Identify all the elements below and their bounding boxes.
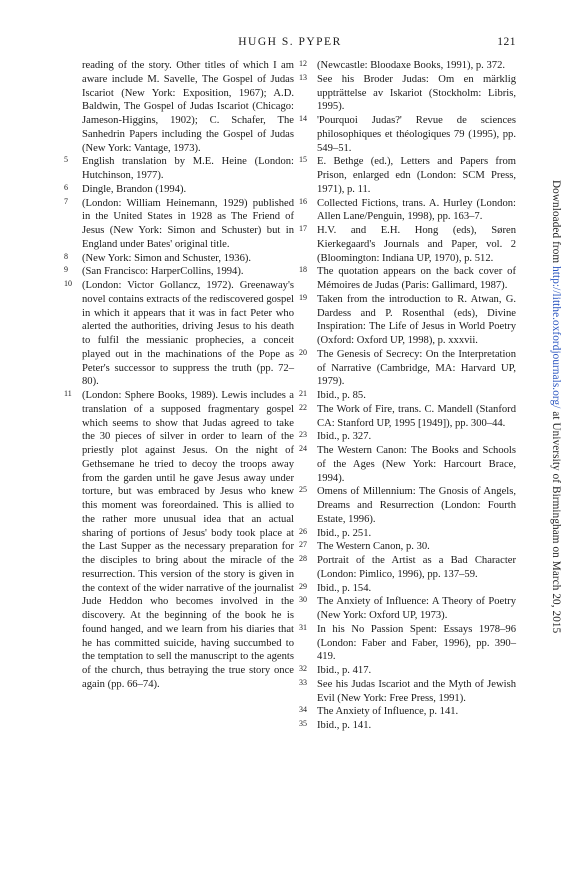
footnote bbox=[299, 224, 516, 265]
footnote-text: See his Broder Judas: Om en märklig uppträttelse av Iskariot (Stockholm: Libris, 1995). bbox=[317, 73, 516, 113]
footnote bbox=[299, 595, 516, 623]
footnote-number: 18 bbox=[299, 265, 307, 275]
footnote-number: 29 bbox=[299, 581, 307, 591]
footnote bbox=[299, 527, 516, 541]
footnote-number: 25 bbox=[299, 485, 307, 495]
footnote-text: Ibid., p. 251. bbox=[317, 527, 372, 539]
footnote bbox=[64, 265, 294, 279]
footnote-text: H.V. and E.H. Hong (eds), Søren Kierkegaard's Journals and Paper, vol. 2 (Bloomington: Indiana UP, 1970), p. 512. bbox=[317, 225, 516, 264]
running-head-author: HUGH S. PYPER bbox=[238, 36, 342, 48]
footnote-text: (New York: Simon and Schuster, 1936). bbox=[82, 252, 252, 264]
footnote-number: 6 bbox=[64, 182, 68, 192]
footnote-number: 30 bbox=[299, 595, 307, 605]
footnote bbox=[299, 59, 516, 73]
footnote-text: (London: Victor Gollancz, 1972). Greenaway's novel contains extracts of the rediscovered gospel in which it appears that it was in fact Peter who alerted the authorities, driving Jesus to his death to fulfil the messianic prophecies, a conceit played out in the machinations of the Pope as Peter's successor to suppress the truth (pp. 72–80). bbox=[82, 280, 294, 388]
footnote bbox=[299, 403, 516, 431]
footnote bbox=[299, 678, 516, 706]
footnote-number: 19 bbox=[299, 292, 307, 302]
footnote-text: Ibid., p. 154. bbox=[317, 582, 372, 594]
footnote-text: Ibid., p. 417. bbox=[317, 665, 372, 676]
footnote-text: The Work of Fire, trans. C. Mandell (Stanford CA: Stanford UP, 1995 [1949]), pp. 300–44. bbox=[317, 403, 516, 429]
footnote bbox=[299, 705, 516, 719]
footnote bbox=[299, 582, 516, 596]
footnote-number: 34 bbox=[299, 705, 307, 715]
footnote-text: (San Francisco: HarperCollins, 1994). bbox=[82, 266, 244, 278]
footnote-text: 'Pourquoi Judas?' Revue de sciences philosophiques et théologiques 79 (1995), pp. 549–51. bbox=[317, 115, 516, 154]
footnote-text: reading of the story. Other titles of which I am aware include M. Savelle, The Gospel of Judas Iscariot (New York: Exposition, 1967); A.D. Baldwin, The Gospel of Judas Iscariot (Chicago: Jameson-Higgins, 1902); C. Schafer, The Sanhedrin Papers including the Gospel of Judas (New York: Vantage, 1973). bbox=[82, 60, 294, 154]
footnote bbox=[299, 430, 516, 444]
footnote bbox=[64, 183, 294, 197]
footnote bbox=[299, 348, 516, 389]
footnote bbox=[64, 389, 294, 692]
footnote-text: Taken from the introduction to R. Atwan, G. Dardess and P. Rosenthal (eds), Divine Inspiration: The Life of Jesus in World Poetry (Oxford: Oxford UP, 1998), p. xxxvii. bbox=[317, 293, 516, 346]
footnote-number: 22 bbox=[299, 402, 307, 412]
footnote-text: The Anxiety of Influence: A Theory of Poetry (New York: Oxford UP, 1973). bbox=[317, 596, 516, 621]
footnote-number: 11 bbox=[64, 389, 72, 398]
running-header bbox=[64, 36, 516, 52]
footnote-number: 10 bbox=[64, 279, 72, 288]
footnote-number: 20 bbox=[299, 347, 307, 357]
footnote bbox=[64, 59, 294, 155]
footnote bbox=[299, 623, 516, 664]
footnote-number: 27 bbox=[299, 540, 307, 550]
footnote-number: 23 bbox=[299, 430, 307, 440]
download-notice bbox=[550, 180, 562, 633]
footnote-number: 5 bbox=[64, 155, 68, 165]
footnote bbox=[299, 197, 516, 225]
footnote-text: Dingle, Brandon (1994). bbox=[82, 183, 187, 195]
footnote-text: Collected Fictions, trans. A. Hurley (London: Allen Lane/Penguin, 1998), pp. 163–7. bbox=[317, 197, 516, 223]
footnote-number: 17 bbox=[299, 224, 307, 233]
footnote-text: (Newcastle: Bloodaxe Books, 1991), p. 372. bbox=[317, 60, 506, 71]
footnote-number: 15 bbox=[299, 155, 307, 165]
footnote-number: 16 bbox=[299, 196, 307, 206]
download-watermark bbox=[547, 180, 567, 830]
footnote-text: Ibid., p. 327. bbox=[317, 431, 372, 443]
footnote bbox=[299, 554, 516, 582]
footnote-number: 32 bbox=[299, 664, 307, 673]
footnote-number: 31 bbox=[299, 622, 307, 632]
footnote-text: The Western Canon: The Books and Schools of the Ages (New York: Harcourt Brace, 1994). bbox=[317, 445, 516, 484]
footnote-number: 12 bbox=[299, 59, 307, 68]
footnote-text: Omens of Millennium: The Gnosis of Angels, Dreams and Resurrection (London: Fourth Estate, 1996). bbox=[317, 486, 516, 525]
footnote bbox=[64, 279, 294, 389]
footnote bbox=[64, 155, 294, 183]
footnote bbox=[64, 252, 294, 266]
footnote bbox=[299, 485, 516, 526]
footnote-text: In his No Passion Spent: Essays 1978–96 (London: Faber and Faber, 1996), pp. 390–419. bbox=[317, 623, 516, 663]
footnotes-left-column bbox=[64, 59, 294, 692]
footnote bbox=[299, 664, 516, 678]
footnote bbox=[299, 444, 516, 485]
footnote-number: 33 bbox=[299, 677, 307, 687]
footnote-text: English translation by M.E. Heine (London: Hutchinson, 1977). bbox=[82, 156, 294, 181]
footnote-text: The quotation appears on the back cover of Mémoires de Judas (Paris: Gallimard, 1987). bbox=[317, 266, 516, 291]
footnote bbox=[299, 73, 516, 114]
journal-link[interactable]: http://litthe.oxfordjournals.org/ bbox=[550, 266, 562, 409]
footnote-text: Ibid., p. 85. bbox=[317, 390, 366, 401]
page-number: 121 bbox=[497, 36, 516, 48]
footnote-number: 8 bbox=[64, 251, 68, 261]
footnote bbox=[299, 389, 516, 403]
footnote-number: 21 bbox=[299, 389, 307, 398]
footnote-text: The Western Canon, p. 30. bbox=[317, 541, 430, 553]
footnote bbox=[299, 114, 516, 155]
footnote-text: The Genesis of Secrecy: On the Interpretation of Narrative (Cambridge, MA: Harvard UP, 1979). bbox=[317, 348, 516, 388]
footnote bbox=[299, 719, 516, 733]
footnote-number: 13 bbox=[299, 72, 307, 82]
footnote-text: The Anxiety of Influence, p. 141. bbox=[317, 706, 459, 718]
footnote-text: (London: William Heinemann, 1929) published in the United States in 1928 as The Friend of Jesus (New York: Simon and Schuster) but in England under Bates' original title. bbox=[82, 197, 294, 250]
footnote-number: 35 bbox=[299, 719, 307, 728]
footnote bbox=[299, 540, 516, 554]
footnote-text: See his Judas Iscariot and the Myth of Jewish Evil (New York: Free Press, 1991). bbox=[317, 678, 516, 704]
footnote bbox=[299, 155, 516, 196]
footnote-number: 24 bbox=[299, 444, 307, 453]
footnote-text: Portrait of the Artist as a Bad Character (London: Pimlico, 1996), pp. 137–59. bbox=[317, 555, 516, 580]
footnote-number: 26 bbox=[299, 526, 307, 536]
footnote bbox=[299, 265, 516, 293]
footnote-number: 9 bbox=[64, 265, 68, 275]
footnote bbox=[64, 197, 294, 252]
download-prefix: Downloaded from bbox=[550, 180, 562, 267]
footnotes-right-column bbox=[299, 59, 516, 733]
footnote-number: 7 bbox=[64, 196, 68, 206]
footnote-number: 28 bbox=[299, 554, 307, 563]
footnote-text: (London: Sphere Books, 1989). Lewis includes a translation of a supposed fragmentary gospel which seems to show that Judas agreed to take the 30 pieces of silver in order to learn of the priestly plot against Jesus. On the night of Gethsemane he tried to decoy the troops away from the garden until he gave Jesus away under torture, but was embraced by Jesus who knew this moment was foreordained. This is allied to the rather more unusual idea that an actual sharing of portions of Jesus' body took place at the Last Supper as the necessary preparation for the disciples to bring about the miracle of the resurrection. This version of the story is given in the context of the wider narrative of the journalist Jude Heddon who becomes involved in the discovery. At the beginning of the book he is found hanged, and we learn from his diaries that he has committed suicide, having succumbed to the temptation to sell the manuscript to the agents of the church, thus betraying the true story once again (pp. 66–74). bbox=[82, 390, 294, 690]
download-suffix: at University of Birmingham on March 20, 2015 bbox=[550, 408, 562, 634]
footnote bbox=[299, 293, 516, 348]
footnote-number: 14 bbox=[299, 114, 307, 123]
footnote-text: Ibid., p. 141. bbox=[317, 720, 372, 731]
footnote-text: E. Bethge (ed.), Letters and Papers from Prison, enlarged edn (London: SCM Press, 1971), p. 11. bbox=[317, 156, 516, 195]
